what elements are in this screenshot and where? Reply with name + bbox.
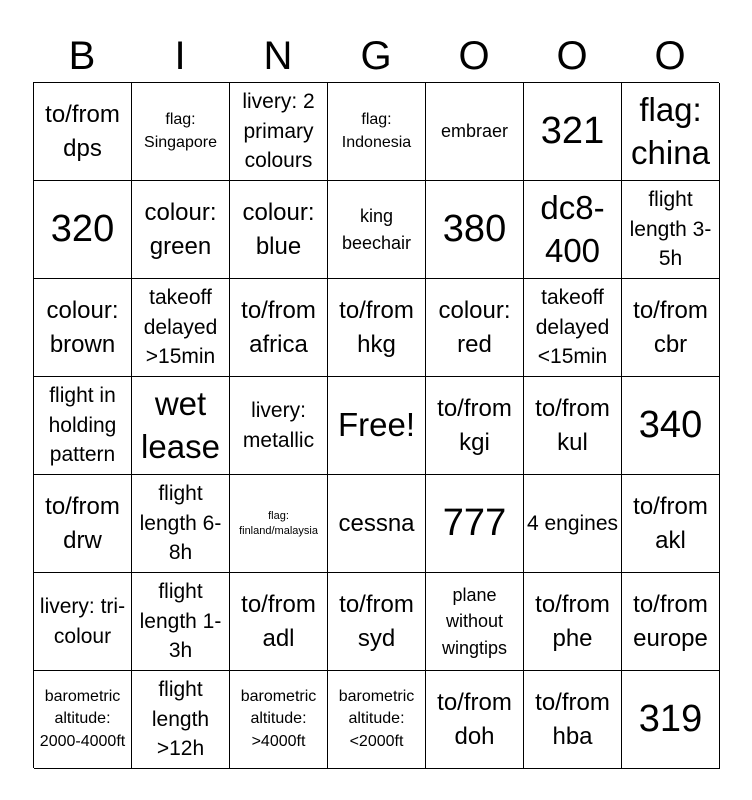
cell-text: flight length >12h [151,678,210,761]
bingo-cell[interactable] [132,181,230,279]
header-letter-b: B [68,34,96,78]
bingo-cell[interactable] [230,377,328,475]
header-letter-o-2: O [556,34,588,78]
bingo-cell[interactable] [34,83,132,181]
header-letter-n: N [263,34,293,78]
bingo-cell[interactable] [426,83,524,181]
cell-text: 320 [50,207,115,250]
cell-text: to/from adl [241,590,316,652]
bingo-cell[interactable] [524,475,622,573]
cell-text: colour: blue [242,198,315,260]
bingo-grid [33,82,719,768]
bingo-cell[interactable] [132,279,230,377]
bingo-cell[interactable] [328,671,426,769]
cell-text: colour: red [438,296,511,358]
cell-text: 340 [638,403,703,446]
cell-text: dc8-400 [540,188,605,269]
cell-text: to/from hkg [339,296,414,358]
cell-text: to/from cbr [633,296,708,358]
cell-text: to/from europe [633,590,708,652]
cell-text: barometric altitude: <2000ft [338,687,415,750]
cell-text: barometric altitude: 2000-4000ft [39,687,126,750]
cell-text: to/from kgi [437,394,512,456]
cell-text: 777 [442,501,507,544]
bingo-cell[interactable] [328,475,426,573]
bingo-cell[interactable] [622,573,720,671]
bingo-cell[interactable] [132,377,230,475]
cell-text: flight length 3-5h [629,188,712,271]
bingo-cell[interactable] [426,377,524,475]
cell-text: takeoff delayed >15min [143,286,218,369]
bingo-cell[interactable] [622,377,720,475]
bingo-cell[interactable] [622,83,720,181]
bingo-cell[interactable] [524,573,622,671]
free-space-label: Free! [337,406,416,444]
bingo-cell[interactable] [34,279,132,377]
cell-text: 321 [540,109,605,152]
header-letter-i: I [174,34,186,78]
cell-text: flag: china [631,90,710,171]
bingo-header [33,30,719,82]
cell-text: to/from kul [535,394,610,456]
bingo-cell[interactable] [622,671,720,769]
bingo-cell[interactable] [524,377,622,475]
cell-text: takeoff delayed <15min [535,286,610,369]
cell-text: to/from hba [535,688,610,750]
bingo-cell[interactable] [230,671,328,769]
bingo-cell[interactable] [230,573,328,671]
bingo-cell[interactable] [328,279,426,377]
bingo-cell[interactable] [132,475,230,573]
bingo-cell[interactable] [622,181,720,279]
cell-text: livery: 2 primary colours [242,90,315,173]
cell-text: flight in holding pattern [48,384,117,467]
cell-text: livery: tri-colour [39,595,126,648]
bingo-cell[interactable] [426,475,524,573]
bingo-cell[interactable] [230,181,328,279]
cell-text: 4 engines [526,511,619,535]
bingo-cell[interactable] [328,181,426,279]
bingo-cell[interactable] [132,671,230,769]
bingo-cell[interactable] [132,573,230,671]
cell-text: king beechair [341,206,412,253]
cell-text: embraer [440,121,509,142]
bingo-cell[interactable] [328,573,426,671]
bingo-cell[interactable] [426,279,524,377]
cell-text: to/from akl [633,492,708,554]
bingo-cell[interactable] [426,671,524,769]
bingo-cell[interactable] [34,573,132,671]
cell-text: flight length 1-3h [139,580,222,663]
free-space-cell[interactable] [328,377,426,475]
cell-text: colour: brown [46,296,119,358]
bingo-cell[interactable] [524,181,622,279]
bingo-cell[interactable] [426,573,524,671]
cell-text: wet lease [141,384,220,465]
header-letter-o-3: O [654,34,686,78]
bingo-cell[interactable] [34,671,132,769]
cell-text: to/from phe [535,590,610,652]
cell-text: barometric altitude: >4000ft [240,687,317,750]
cell-text: flag: Indonesia [341,111,412,151]
cell-text: to/from syd [339,590,414,652]
bingo-cell[interactable] [426,181,524,279]
bingo-cell[interactable] [524,83,622,181]
bingo-cell[interactable] [230,475,328,573]
cell-text: to/from drw [45,492,120,554]
cell-text: 380 [442,207,507,250]
cell-text: colour: green [144,198,217,260]
cell-text: livery: metallic [242,399,315,452]
bingo-cell[interactable] [328,83,426,181]
cell-text: cessna [338,509,415,537]
bingo-cell[interactable] [34,475,132,573]
cell-text: to/from doh [437,688,512,750]
header-letter-o-1: O [458,34,490,78]
bingo-cell[interactable] [230,279,328,377]
bingo-cell[interactable] [622,475,720,573]
cell-text: flag: finland/malaysia [239,510,318,537]
bingo-cell[interactable] [132,83,230,181]
bingo-cell[interactable] [34,181,132,279]
bingo-cell[interactable] [524,279,622,377]
bingo-cell[interactable] [622,279,720,377]
cell-text: plane without wingtips [441,585,508,658]
cell-text: 319 [638,697,703,740]
header-letter-g: G [360,34,392,78]
bingo-cell[interactable] [230,83,328,181]
bingo-cell[interactable] [524,671,622,769]
cell-text: flight length 6-8h [139,482,222,565]
cell-text: to/from africa [241,296,316,358]
cell-text: to/from dps [45,100,120,162]
cell-text: flag: Singapore [144,111,217,151]
bingo-cell[interactable] [34,377,132,475]
